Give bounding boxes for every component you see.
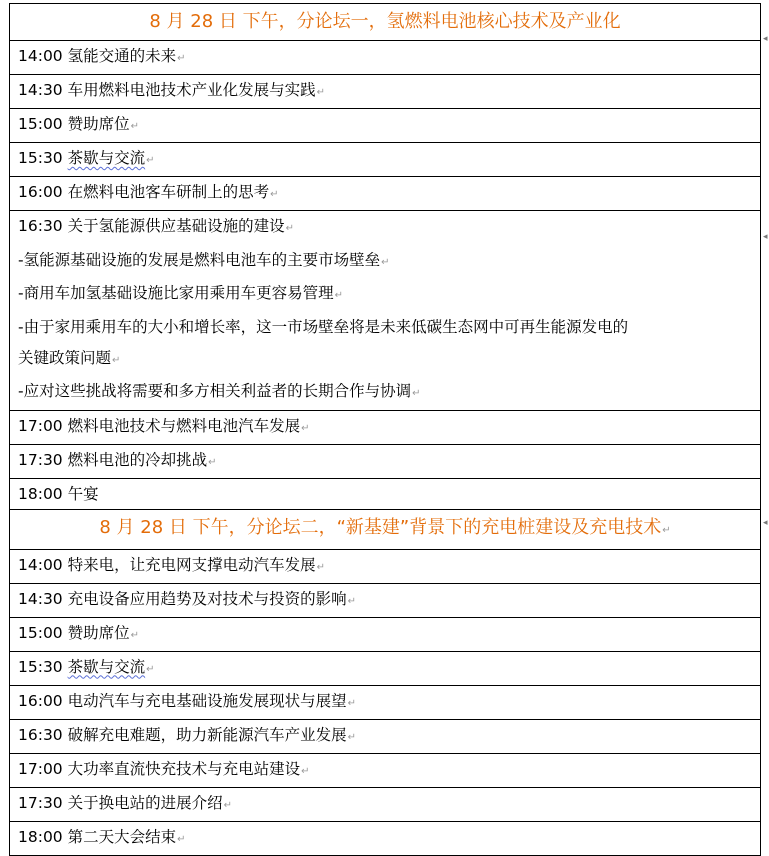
- row-time: 16:00: [18, 183, 63, 201]
- row-text: 燃料电池技术与燃料电池汽车发展: [67, 416, 301, 435]
- row-time: 18:00: [18, 484, 63, 503]
- row-time: 18:00: [18, 827, 63, 846]
- table-row: [10, 177, 761, 211]
- paragraph-mark-icon: ↵: [334, 290, 343, 301]
- row-time: 17:00: [18, 759, 63, 778]
- table-row: [10, 821, 761, 855]
- agenda-table: [9, 3, 761, 856]
- table-row: [10, 549, 761, 583]
- section-title: 8 月 28 日 下午，分论坛一，氢燃料电池核心技术及产业化: [10, 4, 761, 41]
- row-time: 16:30: [18, 725, 63, 744]
- table-row: [10, 478, 761, 509]
- row-text: 第二天大会结束: [67, 827, 177, 846]
- paragraph-mark-icon: ↵: [177, 833, 186, 845]
- table-row: [10, 41, 761, 75]
- table-row: [10, 444, 761, 478]
- table-row: [10, 617, 761, 651]
- row-time: 15:30: [18, 149, 63, 167]
- row-time: 16:00: [18, 691, 63, 710]
- detail-line: 关键政策问题: [18, 348, 112, 367]
- paragraph-mark-icon: ↵: [270, 189, 279, 200]
- row-time: 14:30: [18, 589, 63, 608]
- row-text: 赞助席位: [67, 623, 130, 642]
- row-time: 14:00: [18, 47, 63, 65]
- end-of-row-mark-icon: ◂: [763, 34, 768, 44]
- table-row: [10, 685, 761, 719]
- agenda-sheet: [9, 3, 761, 856]
- row-text: 大功率直流快充技术与充电站建设: [67, 759, 301, 778]
- row-text: 在燃料电池客车研制上的思考: [67, 183, 270, 201]
- table-row-multiline: [10, 211, 761, 411]
- section-header-row: [10, 509, 761, 549]
- table-row: [10, 719, 761, 753]
- table-row: [10, 143, 761, 177]
- paragraph-mark-icon: ↵: [412, 388, 421, 399]
- row-text: 茶歇与交流: [67, 149, 146, 167]
- row-text: 破解充电难题，助力新能源汽车产业发展: [67, 725, 347, 744]
- paragraph-mark-icon: ↵: [347, 595, 357, 607]
- paragraph-mark-icon: ↵: [177, 53, 186, 64]
- row-text: 电动汽车与充电基础设施发展现状与展望: [67, 691, 347, 710]
- paragraph-mark-icon: ↵: [285, 223, 295, 234]
- paragraph-mark-icon: ↵: [130, 121, 140, 132]
- detail-line: -应对这些挑战将需要和多方相关利益者的长期合作与协调: [18, 382, 412, 400]
- row-text: 充电设备应用趋势及对技术与投资的影响: [67, 589, 347, 608]
- paragraph-mark-icon: ↵: [112, 354, 121, 366]
- table-row: [10, 583, 761, 617]
- row-time: 17:30: [18, 450, 63, 469]
- end-of-row-mark-icon: ◂: [763, 232, 768, 242]
- row-text: 氢能交通的未来: [67, 47, 177, 65]
- paragraph-mark-icon: ↵: [301, 765, 310, 777]
- paragraph-mark-icon: ↵: [347, 697, 357, 709]
- row-time: 14:30: [18, 81, 63, 99]
- section-header-row: [10, 4, 761, 41]
- end-of-row-mark-icon: ◂: [763, 518, 768, 528]
- row-text: 燃料电池的冷却挑战: [67, 450, 208, 469]
- table-row: [10, 75, 761, 109]
- row-text: 茶歇与交流: [67, 657, 146, 676]
- paragraph-mark-icon: ↵: [223, 799, 233, 811]
- table-row: [10, 410, 761, 444]
- section-title: 8 月 28 日 下午，分论坛二，“新基建”背景下的充电桩建设及充电技术↵: [10, 509, 761, 549]
- paragraph-mark-icon: ↵: [316, 561, 326, 573]
- row-text: 特来电，让充电网支撑电动汽车发展: [67, 555, 316, 574]
- detail-line: -氢能源基础设施的发展是燃料电池车的主要市场壁垒: [18, 250, 381, 269]
- paragraph-mark-icon: ↵: [316, 87, 326, 98]
- row-time: 16:30: [18, 217, 63, 235]
- table-row: [10, 753, 761, 787]
- row-text: 关于换电站的进展介绍: [67, 793, 223, 812]
- table-row: [10, 651, 761, 685]
- row-text: 车用燃料电池技术产业化发展与实践: [67, 81, 316, 99]
- row-time: 14:00: [18, 555, 63, 574]
- row-time: 17:00: [18, 416, 63, 435]
- detail-line: -商用车加氢基础设施比家用乘用车更容易管理: [18, 284, 334, 302]
- paragraph-mark-icon: ↵: [662, 524, 671, 536]
- row-text: 赞助席位: [67, 115, 130, 133]
- paragraph-mark-icon: ↵: [130, 629, 140, 641]
- row-time: 17:30: [18, 793, 63, 812]
- paragraph-mark-icon: ↵: [146, 155, 155, 166]
- table-row: [10, 787, 761, 821]
- row-time: 15:00: [18, 623, 63, 642]
- row-text: 关于氢能源供应基础设施的建设: [67, 217, 285, 235]
- paragraph-mark-icon: ↵: [301, 422, 310, 434]
- detail-line: -由于家用乘用车的大小和增长率，这一市场壁垒将是未来低碳生态网中可再生能源发电的: [18, 317, 629, 336]
- paragraph-mark-icon: ↵: [208, 456, 217, 468]
- row-text: 午宴: [67, 484, 99, 503]
- row-time: 15:30: [18, 657, 63, 676]
- paragraph-mark-icon: ↵: [347, 731, 357, 743]
- table-row: [10, 109, 761, 143]
- paragraph-mark-icon: ↵: [146, 663, 155, 675]
- row-time: 15:00: [18, 115, 63, 133]
- paragraph-mark-icon: ↵: [381, 256, 390, 268]
